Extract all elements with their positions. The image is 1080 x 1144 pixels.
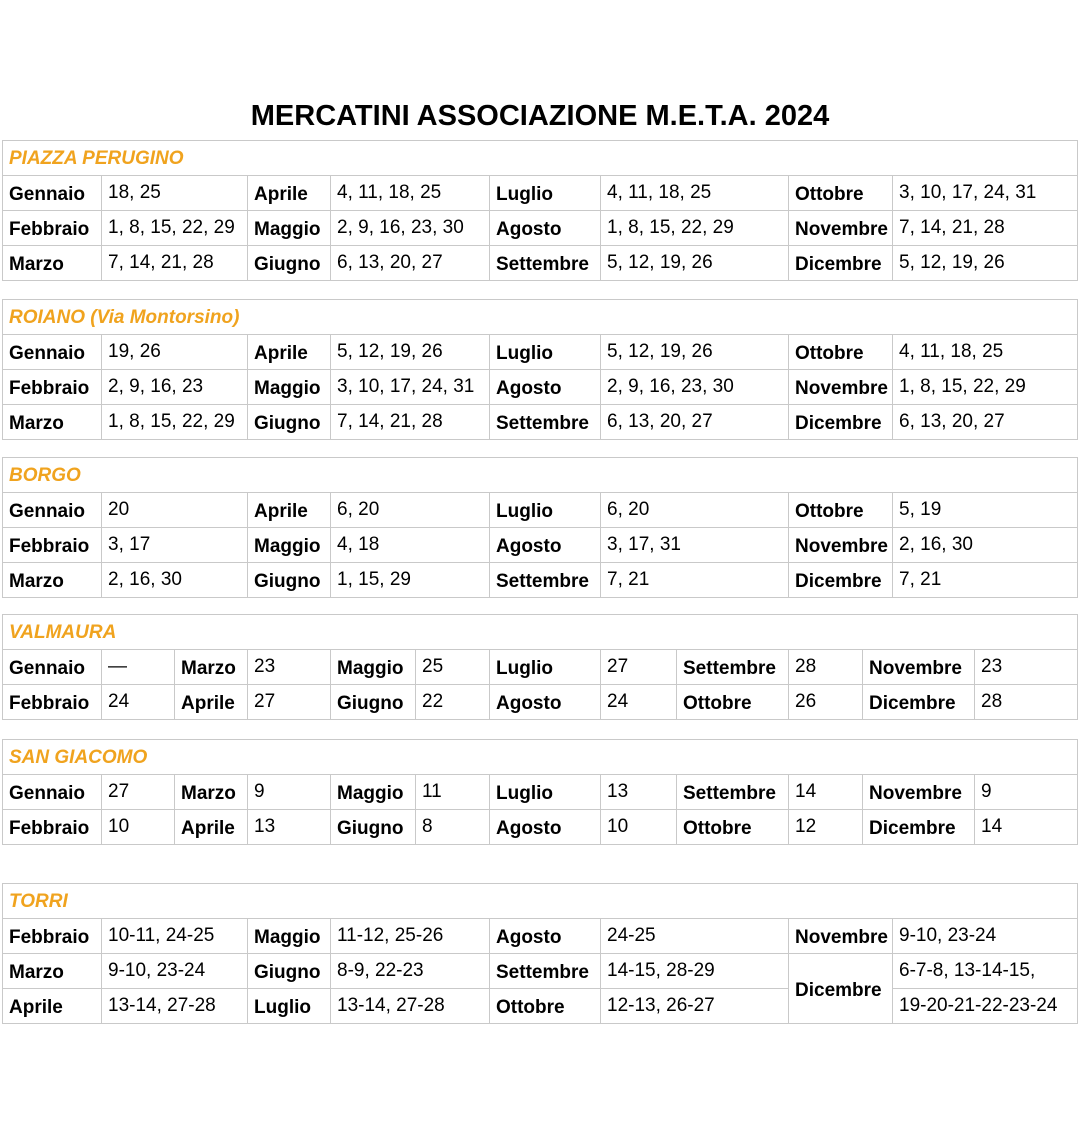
month-label: Dicembre [789,563,893,598]
month-label: Luglio [490,650,601,685]
market-dates: 27 [248,685,331,720]
month-label: Aprile [3,989,102,1024]
month-label: Febbraio [3,370,102,405]
market-dates: 9-10, 23-24 [893,919,1078,954]
market-dates: 4, 11, 18, 25 [601,176,789,211]
month-label: Gennaio [3,335,102,370]
month-label: Giugno [331,810,416,845]
market-dates: 5, 12, 19, 26 [601,246,789,281]
month-label: Gennaio [3,493,102,528]
section-heading: TORRI [3,884,1078,919]
month-label: Settembre [677,650,789,685]
month-label: Gennaio [3,176,102,211]
market-dates: 5, 12, 19, 26 [601,335,789,370]
market-dates: 20 [102,493,248,528]
month-label: Settembre [677,775,789,810]
month-label: Novembre [789,919,893,954]
month-label: Agosto [490,685,601,720]
market-dates: 1, 8, 15, 22, 29 [102,211,248,246]
month-label: Luglio [490,493,601,528]
month-label: Agosto [490,528,601,563]
month-label: Marzo [3,954,102,989]
market-dates: 28 [975,685,1078,720]
market-dates: 1, 8, 15, 22, 29 [102,405,248,440]
month-label: Febbraio [3,528,102,563]
month-label: Luglio [490,335,601,370]
market-dates: — [102,650,175,685]
section-valmaura [2,614,1078,720]
market-dates: 27 [102,775,175,810]
market-dates: 3, 10, 17, 24, 31 [893,176,1078,211]
market-dates: 1, 8, 15, 22, 29 [893,370,1078,405]
section-piazza-perugino [2,140,1078,281]
market-dates: 24 [601,685,677,720]
month-label: Ottobre [789,335,893,370]
month-label: Agosto [490,370,601,405]
month-label: Maggio [331,775,416,810]
month-label: Ottobre [789,493,893,528]
month-label: Febbraio [3,919,102,954]
market-dates: 7, 14, 21, 28 [893,211,1078,246]
section-san-giacomo [2,739,1078,845]
market-dates: 26 [789,685,863,720]
market-dates: 23 [975,650,1078,685]
market-dates: 1, 15, 29 [331,563,490,598]
section-heading: BORGO [3,458,1078,493]
market-dates: 4, 18 [331,528,490,563]
month-label: Agosto [490,810,601,845]
month-label: Giugno [248,954,331,989]
month-label: Settembre [490,563,601,598]
month-label: Agosto [490,919,601,954]
market-dates: 3, 17 [102,528,248,563]
market-dates: 2, 16, 30 [102,563,248,598]
market-dates: 7, 21 [893,563,1078,598]
month-label: Novembre [863,775,975,810]
market-dates: 10 [601,810,677,845]
section-heading: SAN GIACOMO [3,740,1078,775]
market-dates: 14 [975,810,1078,845]
market-dates: 1, 8, 15, 22, 29 [601,211,789,246]
month-label: Dicembre [863,810,975,845]
month-label: Aprile [175,685,248,720]
month-label: Ottobre [490,989,601,1024]
market-dates: 13-14, 27-28 [102,989,248,1024]
month-label: Novembre [789,528,893,563]
market-dates: 18, 25 [102,176,248,211]
market-dates: 6, 20 [601,493,789,528]
month-label: Marzo [3,405,102,440]
market-dates: 10 [102,810,175,845]
market-dates: 7, 14, 21, 28 [102,246,248,281]
month-label: Novembre [789,370,893,405]
market-dates: 4, 11, 18, 25 [331,176,490,211]
market-dates: 24 [102,685,175,720]
month-label: Giugno [248,405,331,440]
market-dates: 14-15, 28-29 [601,954,789,989]
month-label: Maggio [248,370,331,405]
month-label: Luglio [490,176,601,211]
market-dates: 28 [789,650,863,685]
market-dates: 24-25 [601,919,789,954]
market-dates: 25 [416,650,490,685]
month-label: Settembre [490,954,601,989]
market-dates: 10-11, 24-25 [102,919,248,954]
market-dates: 23 [248,650,331,685]
month-label: Giugno [248,563,331,598]
month-label: Aprile [248,176,331,211]
market-dates: 6, 13, 20, 27 [893,405,1078,440]
market-dates: 9 [248,775,331,810]
month-label: Ottobre [677,810,789,845]
market-dates: 2, 9, 16, 23, 30 [331,211,490,246]
market-dates: 8 [416,810,490,845]
month-label: Febbraio [3,810,102,845]
market-dates: 8-9, 22-23 [331,954,490,989]
month-label: Novembre [863,650,975,685]
month-label: Marzo [3,563,102,598]
market-dates: 13 [601,775,677,810]
market-dates: 6, 13, 20, 27 [331,246,490,281]
month-label: Ottobre [789,176,893,211]
market-dates: 2, 9, 16, 23, 30 [601,370,789,405]
month-label: Giugno [331,685,416,720]
market-dates: 9 [975,775,1078,810]
market-dates: 3, 17, 31 [601,528,789,563]
market-dates: 6, 20 [331,493,490,528]
section-borgo [2,457,1078,598]
market-dates: 7, 21 [601,563,789,598]
market-dates: 5, 12, 19, 26 [331,335,490,370]
market-dates: 13 [248,810,331,845]
month-label: Dicembre [789,954,893,1024]
month-label: Settembre [490,405,601,440]
section-torri [2,883,1078,1024]
month-label: Febbraio [3,211,102,246]
month-label: Luglio [490,775,601,810]
market-dates: 7, 14, 21, 28 [331,405,490,440]
month-label: Febbraio [3,685,102,720]
market-dates: 19-20-21-22-23-24 [893,989,1078,1024]
month-label: Aprile [248,335,331,370]
month-label: Marzo [175,650,248,685]
market-dates: 22 [416,685,490,720]
market-dates: 27 [601,650,677,685]
market-dates: 4, 11, 18, 25 [893,335,1078,370]
market-dates: 11 [416,775,490,810]
month-label: Maggio [248,211,331,246]
month-label: Maggio [248,919,331,954]
month-label: Giugno [248,246,331,281]
section-heading: ROIANO (Via Montorsino) [3,300,1078,335]
market-dates: 11-12, 25-26 [331,919,490,954]
market-dates: 2, 9, 16, 23 [102,370,248,405]
market-dates: 19, 26 [102,335,248,370]
month-label: Gennaio [3,650,102,685]
month-label: Maggio [331,650,416,685]
month-label: Dicembre [863,685,975,720]
section-heading: PIAZZA PERUGINO [3,141,1078,176]
month-label: Dicembre [789,246,893,281]
market-dates: 6-7-8, 13-14-15, [893,954,1078,989]
month-label: Maggio [248,528,331,563]
market-dates: 5, 19 [893,493,1078,528]
market-dates: 3, 10, 17, 24, 31 [331,370,490,405]
month-label: Dicembre [789,405,893,440]
market-dates: 12 [789,810,863,845]
month-label: Aprile [175,810,248,845]
section-heading: VALMAURA [3,615,1078,650]
page-title: MERCATINI ASSOCIAZIONE M.E.T.A. 2024 [250,100,830,132]
market-dates: 9-10, 23-24 [102,954,248,989]
month-label: Luglio [248,989,331,1024]
month-label: Settembre [490,246,601,281]
month-label: Aprile [248,493,331,528]
month-label: Novembre [789,211,893,246]
market-dates: 2, 16, 30 [893,528,1078,563]
market-dates: 5, 12, 19, 26 [893,246,1078,281]
month-label: Agosto [490,211,601,246]
month-label: Marzo [175,775,248,810]
market-dates: 13-14, 27-28 [331,989,490,1024]
market-dates: 12-13, 26-27 [601,989,789,1024]
month-label: Ottobre [677,685,789,720]
market-dates: 14 [789,775,863,810]
market-dates: 6, 13, 20, 27 [601,405,789,440]
month-label: Marzo [3,246,102,281]
section-roiano [2,299,1078,440]
month-label: Gennaio [3,775,102,810]
